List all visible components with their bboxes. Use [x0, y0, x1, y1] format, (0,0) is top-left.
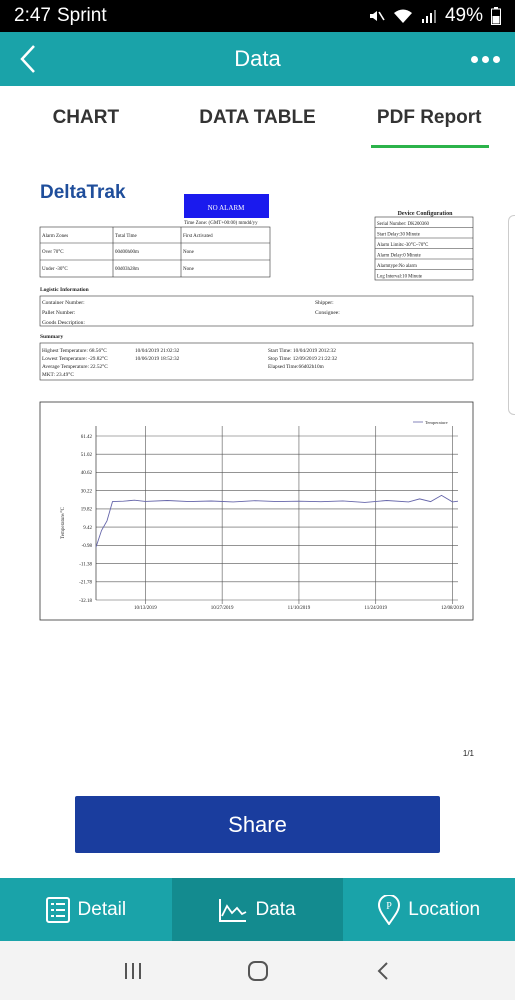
lowest-time: 10/06/2019 18:52:32: [135, 356, 180, 362]
back-button[interactable]: [8, 38, 48, 80]
more-options-button[interactable]: [465, 40, 505, 78]
elapsed-time: Elapsed Time:66d02h10m: [268, 364, 324, 370]
y-tick-label: 9.42: [83, 525, 92, 531]
y-tick-label: -0.98: [81, 544, 92, 550]
table-cell: 00d00h00m: [115, 250, 139, 255]
y-tick-label: 40.62: [80, 471, 92, 477]
goods-description: Goods Description:: [42, 320, 85, 326]
tab-chart[interactable]: [0, 86, 172, 150]
back-nav-button[interactable]: [363, 951, 403, 991]
start-time: Start Time: 10/04/2019 2012:32: [268, 348, 336, 354]
recent-apps-button[interactable]: [113, 951, 153, 991]
highest-temperature: Highest Temperature: 68.56°C: [42, 348, 107, 354]
map-pin-icon: [378, 895, 400, 925]
nav-data[interactable]: [172, 878, 344, 941]
pdf-page: [0, 150, 515, 790]
brand-logo: DeltaTrak: [40, 182, 126, 203]
x-tick-label: 10/13/2019: [133, 606, 157, 611]
tab-label: DATA TABLE: [199, 107, 316, 128]
chevron-left-icon: [19, 44, 37, 74]
tab-label: CHART: [52, 107, 120, 128]
x-tick-label: 11/24/2019: [364, 606, 388, 611]
battery-icon: [491, 7, 501, 25]
time-zone: Time Zone: (GMT+00:00) mmdd/yy: [184, 221, 258, 226]
highest-time: 10/04/2019 21:02:32: [135, 348, 180, 354]
y-tick-label: -11.38: [79, 562, 92, 568]
status-time: 2:47: [14, 5, 51, 26]
pallet-number: Pallet Number:: [42, 310, 76, 316]
config-line: Start Delay:30 Minute: [377, 232, 420, 238]
dot-icon: [493, 56, 500, 63]
alarm-status-text: NO ALARM: [207, 204, 245, 212]
y-tick-label: 51.02: [80, 453, 92, 459]
table-header: First Activated: [183, 234, 213, 239]
page-title: Data: [234, 46, 281, 71]
page-number: 1/1: [462, 749, 474, 758]
logistic-title: Logistic Information: [40, 287, 89, 293]
alarm-zones-table: [40, 227, 270, 277]
y-tick-label: 19.82: [80, 507, 92, 513]
bottom-nav: [0, 878, 515, 941]
chart-icon: [219, 898, 247, 922]
nav-label: Detail: [77, 898, 127, 920]
config-line: Alarm Limits:-30°C~70°C: [377, 243, 429, 248]
legend-label: Temperature: [425, 420, 448, 425]
nav-location[interactable]: [343, 878, 515, 941]
x-tick-label: 10/27/2019: [210, 606, 234, 611]
status-bar: [0, 0, 515, 32]
stop-time: Stop Time: 12/09/2019 21:22:32: [268, 356, 338, 362]
pdf-report[interactable]: [0, 150, 515, 790]
logistic-box: [40, 296, 473, 326]
table-cell: None: [183, 250, 194, 255]
x-tick-label: 11/10/2019: [287, 606, 311, 611]
y-axis-label: Temperature/°C: [61, 507, 66, 539]
mute-icon: [367, 7, 385, 25]
home-button[interactable]: [238, 951, 278, 991]
nav-label: Location: [408, 898, 481, 920]
container-number: Container Number:: [42, 300, 85, 306]
config-line: Log Interval:10 Minute: [377, 274, 423, 280]
mkt: MKT: 23.49°C: [42, 372, 74, 378]
config-line: Alarmtype:No alarm: [377, 264, 417, 269]
svg-text:P: P: [386, 900, 393, 912]
temperature-chart: [40, 402, 473, 620]
config-line: Alarm Delay:0 Minute: [377, 253, 421, 259]
consignee: Consignee:: [315, 310, 340, 316]
wifi-icon: [393, 8, 413, 24]
app-bar: [0, 32, 515, 86]
recent-apps-icon: [123, 962, 143, 980]
table-header: Total Time: [115, 234, 137, 239]
device-config-title: Device Configuration: [397, 211, 453, 217]
x-tick-label: 12/08/2019: [441, 606, 464, 611]
tab-data-table[interactable]: [172, 86, 344, 150]
battery-percent: 49%: [444, 5, 483, 26]
nav-detail[interactable]: [0, 878, 172, 941]
table-cell: None: [183, 267, 194, 272]
list-icon: [46, 897, 70, 923]
tab-bar: [0, 86, 515, 150]
lowest-temperature: Lowest Temperature: -29.82°C: [42, 356, 108, 362]
table-cell: Under -30°C: [42, 267, 68, 272]
table-cell: 00d03h28m: [115, 267, 139, 272]
average-temperature: Average Temperature: 22.52°C: [42, 364, 108, 370]
home-icon: [247, 960, 269, 982]
y-tick-label: -21.78: [79, 580, 92, 586]
y-tick-label: -32.18: [79, 598, 92, 604]
status-carrier: Sprint: [56, 5, 107, 26]
system-nav-bar: [0, 941, 515, 1000]
table-header: Alarm Zones: [42, 234, 69, 239]
dot-icon: [471, 56, 478, 63]
chart-frame: [40, 402, 473, 620]
table-cell: Over 70°C: [42, 250, 64, 255]
temperature-series-line: [96, 495, 458, 547]
scroll-handle[interactable]: [508, 215, 515, 415]
dot-icon: [482, 56, 489, 63]
share-label: Share: [228, 811, 287, 837]
share-button[interactable]: [75, 796, 440, 853]
y-tick-label: 30.22: [80, 489, 92, 495]
tab-pdf-report[interactable]: [343, 86, 515, 150]
nav-label: Data: [255, 898, 296, 920]
signal-icon: [421, 8, 437, 24]
y-tick-label: 61.42: [80, 434, 92, 440]
config-line: Serial Number: DK200360: [377, 222, 429, 227]
tab-label: PDF Report: [376, 107, 482, 128]
back-icon: [376, 961, 390, 981]
shipper: Shipper:: [315, 300, 334, 306]
summary-title: Summary: [40, 334, 64, 340]
